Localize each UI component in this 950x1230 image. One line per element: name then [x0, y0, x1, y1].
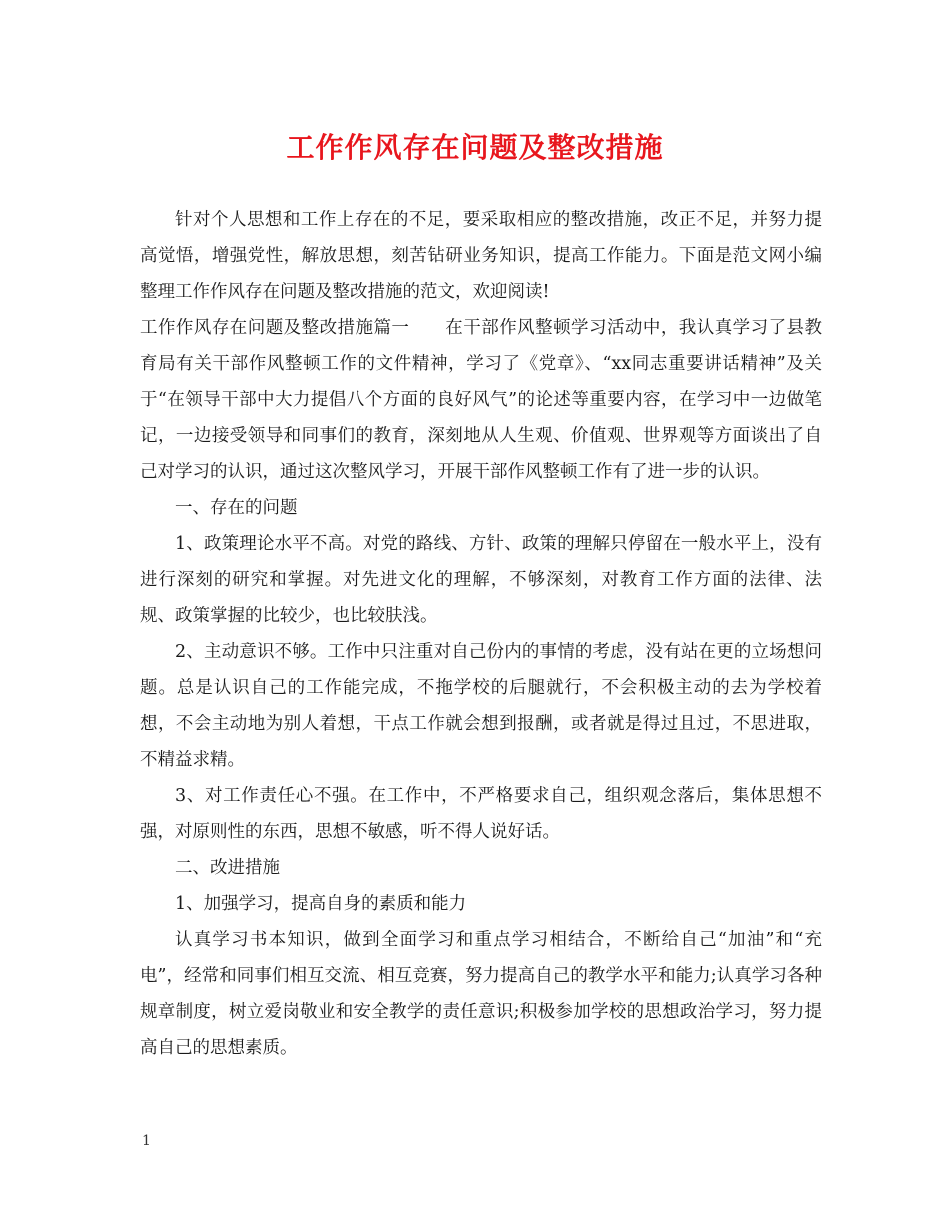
subheading-measure-1: 1、加强学习，提高自身的素质和能力 [175, 894, 467, 914]
paragraph-measure-1: 认真学习书本知识，做到全面学习和重点学习相结合，不断给自己“加油”和“充电”，经常和同事们相互交流、相互竞赛，努力提高自己的教学水平和能力;认真学习各种规章制度，树立爱岗敬业和安全教学的责任意识;积极参加学校的思想政治学习，努力提高自己的思想素质。 [140, 930, 822, 1058]
heading-improvement-measures: 二、改进措施 [175, 858, 280, 878]
paragraph-problem-1: 1、政策理论水平不高。对党的路线、方针、政策的理解只停留在一般水平上，没有进行深刻的研究和掌握。对先进文化的理解，不够深刻，对教育工作方面的法律、法规、政策掌握的比较少，也比较肤浅。 [140, 534, 822, 626]
paragraph-problem-2: 2、主动意识不够。工作中只注重对自己份内的事情的考虑，没有站在更的立场想问题。总是认识自己的工作能完成，不拖学校的后腿就行，不会积极主动的去为学校着想，不会主动地为别人着想，干点工作就会想到报酬，或者就是得过且过，不思进取，不精益求精。 [140, 642, 822, 770]
paragraph-intro: 针对个人思想和工作上存在的不足，要采取相应的整改措施，改正不足，并努力提高觉悟，增强党性，解放思想，刻苦钻研业务知识，提高工作能力。下面是范文网小编整理工作作风存在问题及整改措施的范文，欢迎阅读! [140, 210, 822, 302]
document-title: 工作作风存在问题及整改措施 [286, 131, 664, 164]
document-body [140, 202, 822, 1066]
paragraph-section-one: 工作作风存在问题及整改措施篇一 在干部作风整顿学习活动中，我认真学习了县教育局有关干部作风整顿工作的文件精神，学习了《党章》、“xx同志重要讲话精神”及关于“在领导干部中大力提倡八个方面的良好风气”的论述等重要内容，在学习中一边做笔记，一边接受领导和同事们的教育，深刻地从人生观、价值观、世界观等方面谈出了自己对学习的认识，通过这次整风学习，开展干部作风整顿工作有了进一步的认识。 [140, 318, 822, 482]
heading-existing-problems: 一、存在的问题 [175, 498, 298, 518]
paragraph-problem-3: 3、对工作责任心不强。在工作中，不严格要求自己，组织观念落后，集体思想不强，对原则性的东西，思想不敏感，听不得人说好话。 [140, 786, 822, 842]
page-number: 1 [142, 1133, 151, 1149]
